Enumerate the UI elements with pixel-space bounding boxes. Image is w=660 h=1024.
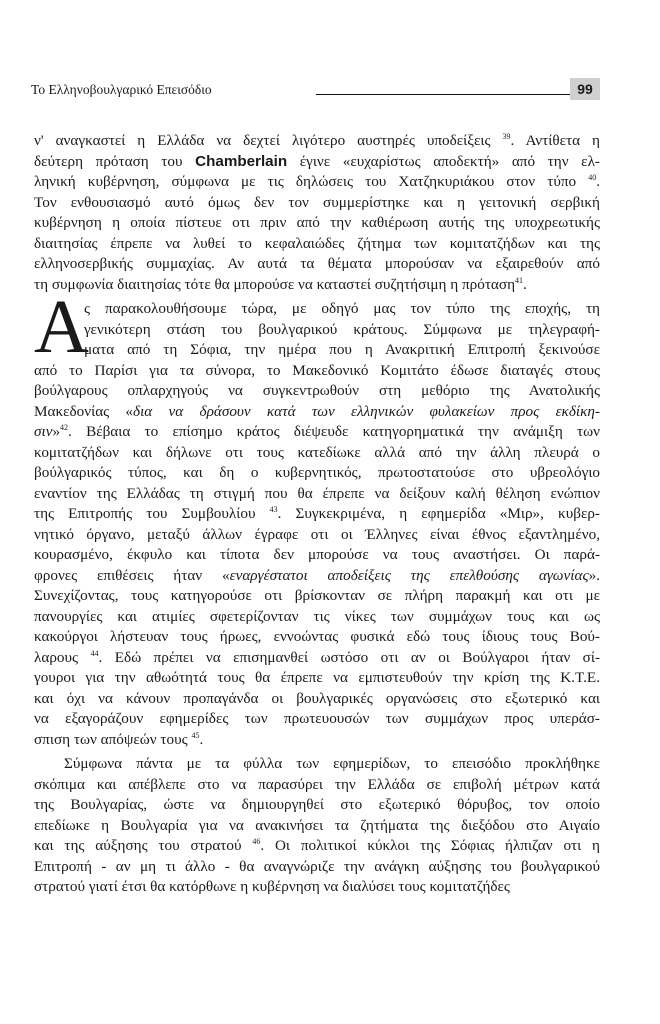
text-line [34,754,600,775]
text-run: από το Παρίσι για τα σύνορα, το Μακεδονικό Κομιτάτο έδωσε διαταγές στους [34,361,600,379]
text-run: δια να δράσουν κατά των ελληνικών φυλακείων προς εκδίκη- [133,402,600,420]
text-run: Chamberlain [195,152,288,170]
text-run: . Οι πολιτικοί κύκλοι της Σόφιας ήλπιζαν οτι η [260,837,600,854]
text-run: γενικότερη στάση του βουλγαρικού κράτους. Σύμφωνα με τηλεγραφή- [84,320,600,338]
text-line [34,443,600,464]
text-line [34,857,600,878]
text-line [34,730,600,751]
text-line [34,254,600,275]
text-line [34,172,600,193]
text-run: . [523,275,527,293]
text-run: . Βέβαια το επίσημο κράτος διέψευδε κατηγορηματικά την ανάμιξη των [68,423,600,440]
text-run: ». [588,566,601,584]
text-run: σιν [34,423,53,440]
text-line [34,877,600,898]
text-run: πανουργίες και ατιμίες σφετερίζονταν τις νίκες των συμμάχων τους και ως [34,607,600,625]
text-run: σπιση των απόψεών τους [34,730,192,748]
text-line [34,484,600,505]
text-run: ματα από τη Σόφια, την ημέρα που η Ανακριτική Επιτροπή ξεκινούσε [84,341,600,358]
text-run: φρονες επιθέσεις ήταν « [34,566,230,584]
text-line [34,775,600,796]
text-line [34,381,600,402]
paragraph-2 [34,285,601,750]
text-line [34,361,600,382]
paragraph-1 [34,131,600,295]
text-run: διαιτησίας έπρεπε να λυθεί το κεφαλαιώδες ζήτημα των κομιτατζήδων και της [34,234,600,252]
text-line [34,275,600,296]
text-run: δεύτερη πρόταση του [34,152,196,170]
text-run: τη συμφωνία διαιτησίας τότε θα μπορούσε να καταστεί συζητήσιμη η πρόταση [34,275,516,293]
text-run: ελληνοσερβικής συμμαχίας. Αν αυτά τα θέματα μπορούσαν να εξαιρεθούν από [34,255,600,272]
header-rule [316,94,594,95]
text-run: . Συγκεκριμένα, η εφημερίδα «Μιρ», κυβερ- [277,505,600,522]
footnote-marker: 46 [252,836,261,846]
text-run: της Επιτροπής του Συμβουλίου [34,505,270,522]
footnote-marker: 45 [191,730,200,740]
footnote-marker: 44 [90,648,99,658]
running-title: Το Ελληνοβουλγαρικό Επεισόδιο [31,82,212,97]
text-line [34,836,600,857]
text-line [34,504,600,525]
text-line [34,525,600,546]
text-run: . [596,173,600,190]
text-line [34,340,600,361]
text-line [34,193,600,214]
text-run: να εξαγοράζουν εφημερίδες των πρωτευουσών των συμμάχων προς υπεράσ- [34,710,600,727]
text-run: . Εδώ πρέπει να επισημανθεί ωστόσο οτι αν οι Βούλγαροι ήταν σί- [98,648,600,666]
text-line [34,402,600,423]
text-line [34,320,600,341]
body-text [34,131,600,898]
footnote-marker: 43 [269,504,278,514]
page-number: 99 [570,78,600,100]
footnote-marker: 41 [515,275,524,285]
text-line [34,213,600,234]
text-run: ς παρακολουθήσουμε τώρα, με οδηγό μας τον τύπο της εποχής, τη [84,300,600,317]
text-line [34,566,600,587]
text-line [34,816,600,837]
text-run: βούλγαρικός τύπος, και δη ο κυβερνητικός, πρωτοστατούσε στο υβρεολόγιο [34,464,600,481]
text-run: βούλγαρους οπλαρχηγούς να συγκεντρωθούν στη μεθόριο της Ανατολικής [34,382,600,399]
text-run: » [52,423,61,440]
running-header [31,78,600,104]
text-run: στρατού γιατί έτσι θα κατόρθωνε η κυβέρνηση να διαλύσει τους κομιτατζήδες [34,878,510,895]
text-run: κουρασμένο, έκφυλο και τίποτα δεν μπορούσε να τους αναστήσει. Οι παρά- [34,546,600,563]
text-line [34,545,600,566]
text-run: επεδίωκε η Βουλγαρία για να ανακινήσει τα ζητήματα της διεξόδου στο Αιγαίο [34,816,600,834]
text-line [34,586,600,607]
text-line [34,299,600,320]
text-run: . Αντίθετα η [510,132,600,149]
text-line [34,463,600,484]
text-run: κομιτατζήδων και δήλωνε οτι τους κατεδίωκε αλλά από την άλλη πλευρά ο [34,443,600,461]
text-run: Επιτροπή - αν μη τι άλλο - θα αναγνώριζε την ανάγκη αύξησης του βουλγαρικού [34,857,600,875]
text-run: εναργέστατοι αποδείξεις της επελθούσης αγωνίας [229,566,589,584]
text-run: κακούργοι λήστευαν τους ήρωες, εννοώντας φυσικά εδώ τους ίδιους τους Βού- [34,628,600,645]
text-run: νητικό όργανο, μεταξύ άλλων έγραφε οτι οι Έλληνες είναι έθνος εξαντλημένο, [34,525,600,543]
text-line [34,152,600,173]
text-run: ληνική κυβέρνηση, σύμφωνα με τις δηλώσεις του Χατζηκυριάκου στον τύπο [34,173,589,190]
paragraph-3 [34,754,600,898]
text-line [34,648,600,669]
text-line [34,131,600,152]
text-run: γουροι για την αθωότητά τους θα έπρεπε να εμπιστευθούν την κρίση της Κ.Τ.Ε. [34,669,600,686]
text-run: κυβέρνηση η οποία πίστευε οτι πριν από την καθιέρωση αυτής της υποχρεωτικής [34,214,600,231]
text-run: και όχι να κάνουν προπαγάνδα οι βουλγαρικές οργανώσεις στο εξωτερικό και [34,689,600,707]
text-run: Μακεδονίας « [34,402,134,420]
footnote-marker: 40 [588,172,597,182]
text-run: Σύμφωνα πάντα με τα φύλλα των εφημερίδων, το επεισόδιο προκλήθηκε [64,755,600,772]
text-line [34,689,600,710]
text-line [34,234,600,255]
text-run: λαρους [34,648,91,666]
text-run: εναντίον της Ελλάδας τη στιγμή που θα έπρεπε να δείξουν καλή θέληση ενώπιον [34,484,600,502]
text-run: Τον ενθουσιασμό αυτό όμως δεν τον συμμερίστηκε και η γειτονική σερβική [34,193,600,211]
footnote-marker: 42 [60,422,69,432]
text-run: ν' αναγκαστεί η Ελλάδα να δεχτεί λιγότερο αυστηρές υποδείξεις [34,132,503,149]
text-run: Συνεχίζοντας, τους κατηγορούσε οτι βρίσκονταν σε πλήρη παρακμή και οτι με [34,587,600,604]
text-line [34,627,600,648]
drop-cap: Α [34,285,89,369]
text-run: της Βουλγαρίας, ώστε να δημιουργηθεί στο εξωτερικό θόρυβος, τον οποίο [34,796,600,813]
text-run: έγινε «ευχαρίστως αποδεκτή» από την ελ- [287,152,600,170]
text-run: σκόπιμα και απέβλεπε στο να παρασύρει την Ελλάδα σε επιβολή μέτρων κατά [34,775,600,793]
text-line [34,422,600,443]
text-line [34,607,600,628]
text-run: . [199,730,204,748]
footnote-marker: 39 [502,131,511,141]
text-run: και της αύξησης του στρατού [34,837,253,854]
text-line [34,668,600,689]
text-line [34,709,600,730]
text-line [34,795,600,816]
